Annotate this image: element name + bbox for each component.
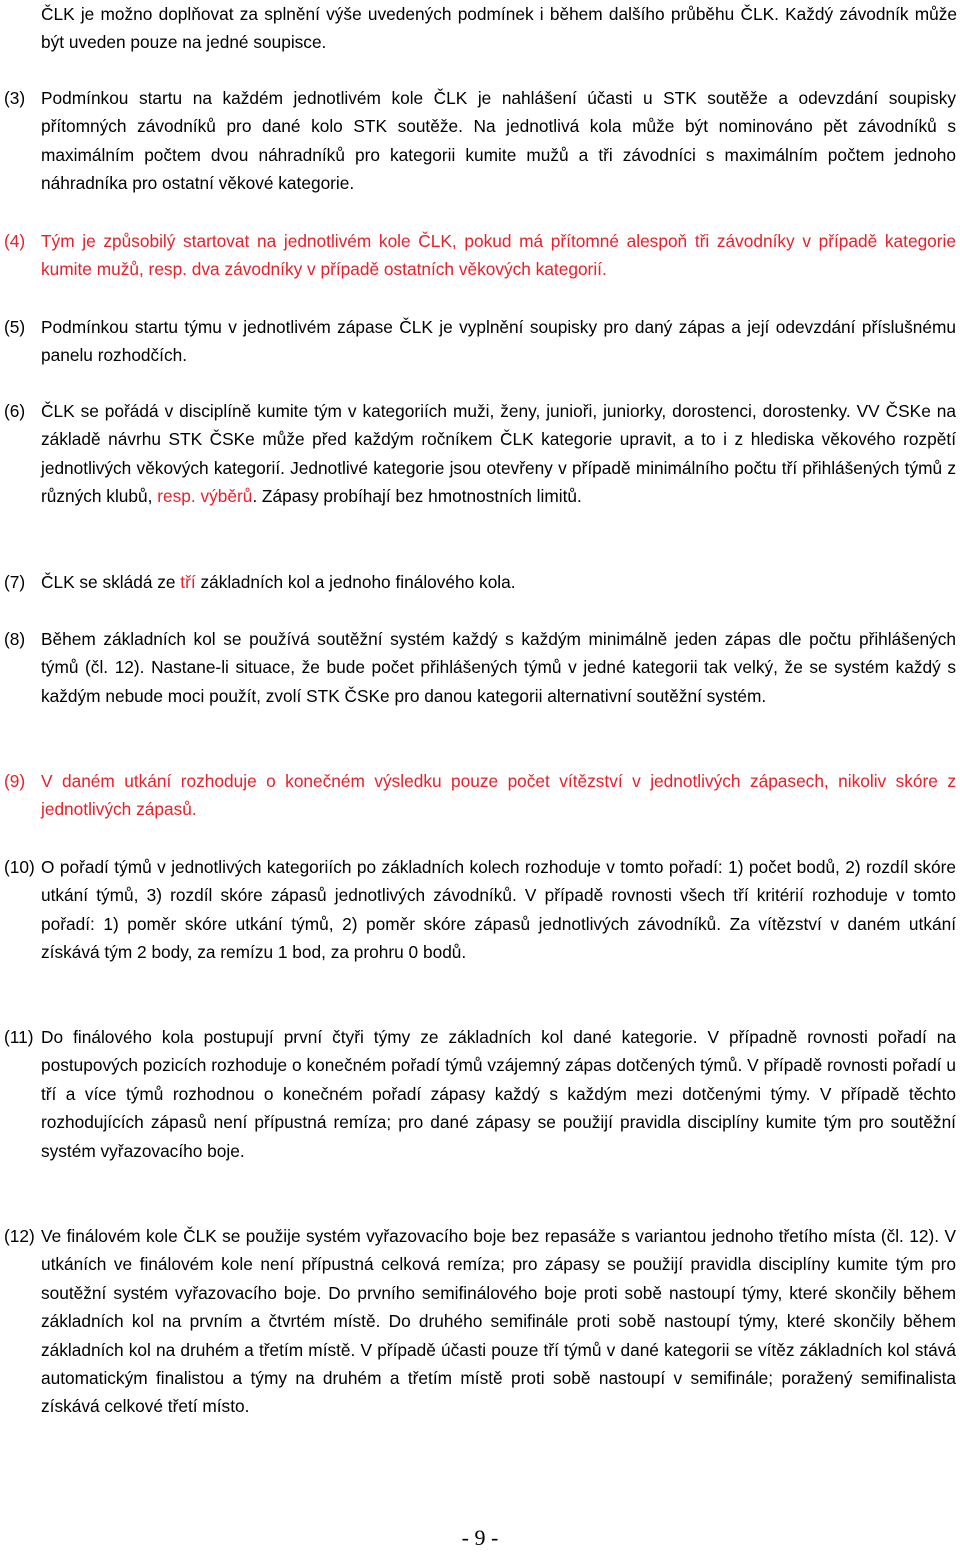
intro-paragraph: ČLK je možno doplňovat za splnění výše uvedených podmínek i během dalšího průběhu ČLK. Každý závodník může být uveden pouze na jedné soupisce.: [41, 4, 957, 53]
paragraph-number: (12): [4, 1226, 35, 1246]
text-segment: Během základních kol se používá soutěžní systém každý s každým minimálně jeden zápas dle počtu přihlášených týmů (čl. 12). Nastane-li situace, že bude počet přihlášených týmů v jedné kategorii tak velký, že se systém každý s každým nebude moci použít, zvolí STK ČSKe pro danou kategorii alternativní soutěžní systém.: [41, 629, 956, 706]
text-segment-red: resp. výběrů: [157, 486, 253, 507]
paragraph-text: [41, 397, 956, 511]
text-segment-red: V daném utkání rozhoduje o konečném výsledku pouze počet vítězství v jednotlivých zápasech, nikoliv skóre z jednotlivých zápasů.: [41, 771, 956, 820]
paragraph-7: [4, 568, 956, 596]
text-segment-red: Tým je způsobilý startovat na jednotlivém kole ČLK, pokud má přítomné alespoň tři závodníky v případě kategorie kumite mužů, resp. dva závodníky v případě ostatních věkových kategorií.: [41, 231, 956, 280]
text-segment: základních kol a jednoho finálového kola.: [195, 572, 516, 592]
paragraph-number: (6): [4, 401, 26, 421]
text-segment: O pořadí týmů v jednotlivých kategoriích po základních kolech rozhoduje v tomto pořadí: 1) počet bodů, 2) rozdíl skóre utkání týmů, 3) rozdíl skóre zápasů jednotlivých závodníků. V případě rovnosti všech tří kritérií rozhoduje v tomto pořadí: 1) poměr skóre utkání týmů, 2) poměr skóre zápasů jednotlivých závodníků. Za vítězství v daném utkání získává tým 2 body, za remízu 1 bod, za prohru 0 bodů.: [41, 857, 956, 963]
paragraph-number: (8): [4, 629, 26, 649]
text-segment: Do finálového kola postupují první čtyři týmy ze základních kol dané kategorie. V případně rovnosti pořadí na postupových pozicích rozhoduje o konečném pořadí týmů vzájemný zápas dotčených týmů. V případě rovnosti pořadí u tří a více týmů rozhodnou o konečném pořadí zápasy každý s každým mezi dotčenými týmy. V případě těchto rozhodujících zápasů není přípustná remíza; pro dané zápasy se použijí pravidla disciplíny kumite tým pro soutěžní systém vyřazovacího boje.: [41, 1027, 956, 1161]
paragraph-11: [4, 1023, 956, 1165]
paragraph-number: (4): [4, 231, 26, 251]
paragraph-text: [41, 227, 956, 284]
paragraph-number: (7): [4, 572, 26, 592]
paragraph-3: [4, 84, 956, 198]
paragraph-6: [4, 397, 956, 511]
paragraph-4: [4, 227, 956, 284]
paragraph-number: (5): [4, 317, 26, 337]
paragraph-text: [41, 1222, 956, 1421]
paragraph-text: [41, 853, 956, 967]
text-segment: ČLK se skládá ze: [41, 572, 181, 592]
paragraph-12: [4, 1222, 956, 1421]
text-segment: ČLK se pořádá v disciplíně kumite tým v kategoriích muži, ženy, junioři, juniorky, dorostenci, dorostenky. VV ČSKe na základě návrhu STK ČSKe může před každým ročníkem ČLK kategorie upravit, a to i z hlediska věkového rozpětí jednotlivých věkových kategorií. Jednotlivé kategorie jsou otevřeny v případě minimálního počtu tří přihlášených týmů z různých klubů,: [41, 401, 956, 507]
paragraph-text: [41, 625, 956, 710]
text-segment: . Zápasy probíhají bez hmotnostních limitů.: [252, 486, 582, 507]
paragraph-5: [4, 313, 956, 370]
text-segment-red: tří: [180, 572, 196, 592]
text-segment: Ve finálovém kole ČLK se použije systém vyřazovacího boje bez repasáže s variantou jednoho třetího místa (čl. 12). V utkáních ve finálovém kole není přípustná celková remíza; pro zápasy se použijí pravidla disciplíny kumite tým pro soutěžní systém vyřazovacího boje. Do prvního semifinálového boje proti sobě nastoupí týmy, které skončily během základních kol na prvním a čtvrtém místě. Do druhého semifinále proti sobě nastoupí týmy, které skončily během základních kol na druhém a třetím místě. V případě účasti pouze tří týmů v dané kategorii se vítěz základních kol stává automatickým finalistou a týmy na druhém a třetím místě proti sobě nastoupí v semifinále; poražený semifinalista získává celkové třetí místo.: [41, 1226, 956, 1417]
paragraph-text: [41, 1023, 956, 1165]
page-number: - 9 -: [461, 1525, 499, 1550]
paragraph-text: [41, 84, 956, 198]
paragraph-8: [4, 625, 956, 710]
paragraph-number: (9): [4, 771, 26, 791]
paragraph-text: [41, 767, 956, 824]
text-segment: Podmínkou startu týmu v jednotlivém zápase ČLK je vyplnění soupisky pro daný zápas a její odevzdání příslušnému panelu rozhodčích.: [41, 317, 956, 366]
paragraph-9: [4, 767, 956, 824]
paragraph-text: [41, 313, 956, 370]
paragraph-number: (10): [4, 857, 35, 877]
paragraph-text: [41, 568, 956, 596]
paragraph-number: (11): [4, 1027, 34, 1047]
paragraph-10: [4, 853, 956, 967]
text-segment: Podmínkou startu na každém jednotlivém kole ČLK je nahlášení účasti u STK soutěže a odevzdání soupisky přítomných závodníků pro dané kolo STK soutěže. Na jednotlivá kola může být nominováno pět závodníků s maximálním počtem dvou náhradníků pro kategorii kumite mužů a tři závodníci s maximálním počtem jednoho náhradníka pro ostatní věkové kategorie.: [41, 88, 956, 194]
paragraph-number: (3): [4, 88, 26, 108]
